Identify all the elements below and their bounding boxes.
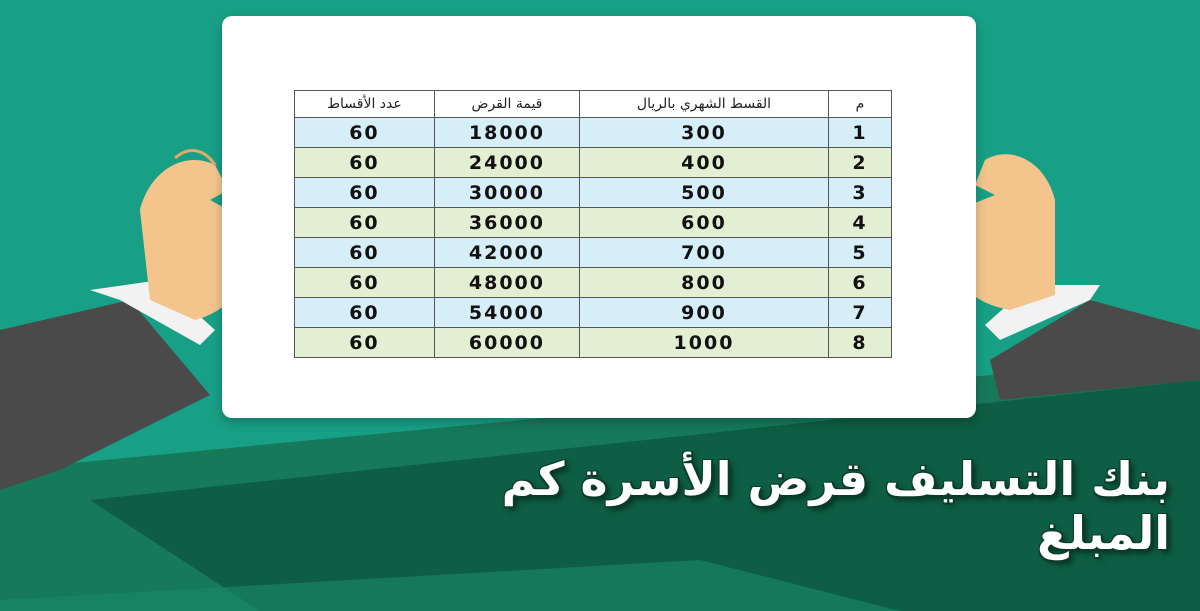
cell-monthly-installment: 500 xyxy=(580,178,829,208)
headline-title: بنك التسليف قرض الأسرة كم المبلغ xyxy=(501,452,1170,560)
table-header-row xyxy=(295,91,892,118)
table-row xyxy=(295,208,892,238)
cell-monthly-installment: 800 xyxy=(580,268,829,298)
cell-installments-count: 60 xyxy=(295,118,435,148)
table-row xyxy=(295,178,892,208)
cell-monthly-installment: 700 xyxy=(580,238,829,268)
cell-loan-value: 48000 xyxy=(434,268,579,298)
cell-installments-count: 60 xyxy=(295,298,435,328)
cell-index: 1 xyxy=(828,118,891,148)
cell-loan-value: 30000 xyxy=(434,178,579,208)
cell-installments-count: 60 xyxy=(295,328,435,358)
cell-index: 3 xyxy=(828,178,891,208)
cell-index: 7 xyxy=(828,298,891,328)
cell-installments-count: 60 xyxy=(295,268,435,298)
header-installments-count: عدد الأقساط xyxy=(295,91,435,118)
table-row xyxy=(295,118,892,148)
table-row xyxy=(295,268,892,298)
cell-installments-count: 60 xyxy=(295,148,435,178)
cell-installments-count: 60 xyxy=(295,178,435,208)
header-index: م xyxy=(828,91,891,118)
cell-monthly-installment: 600 xyxy=(580,208,829,238)
cell-loan-value: 60000 xyxy=(434,328,579,358)
table-row xyxy=(295,148,892,178)
cell-index: 4 xyxy=(828,208,891,238)
cell-loan-value: 42000 xyxy=(434,238,579,268)
cell-monthly-installment: 900 xyxy=(580,298,829,328)
cell-index: 6 xyxy=(828,268,891,298)
header-monthly-installment: القسط الشهري بالريال xyxy=(580,91,829,118)
table-row xyxy=(295,238,892,268)
table-row xyxy=(295,328,892,358)
table-row xyxy=(295,298,892,328)
cell-loan-value: 36000 xyxy=(434,208,579,238)
header-loan-value: قيمة القرض xyxy=(434,91,579,118)
cell-installments-count: 60 xyxy=(295,208,435,238)
cell-index: 2 xyxy=(828,148,891,178)
cell-loan-value: 24000 xyxy=(434,148,579,178)
cell-loan-value: 54000 xyxy=(434,298,579,328)
cell-installments-count: 60 xyxy=(295,238,435,268)
cell-loan-value: 18000 xyxy=(434,118,579,148)
cell-monthly-installment: 400 xyxy=(580,148,829,178)
cell-index: 8 xyxy=(828,328,891,358)
paper-board xyxy=(222,16,976,418)
cell-monthly-installment: 1000 xyxy=(580,328,829,358)
cell-monthly-installment: 300 xyxy=(580,118,829,148)
loan-table xyxy=(294,90,892,358)
cell-index: 5 xyxy=(828,238,891,268)
